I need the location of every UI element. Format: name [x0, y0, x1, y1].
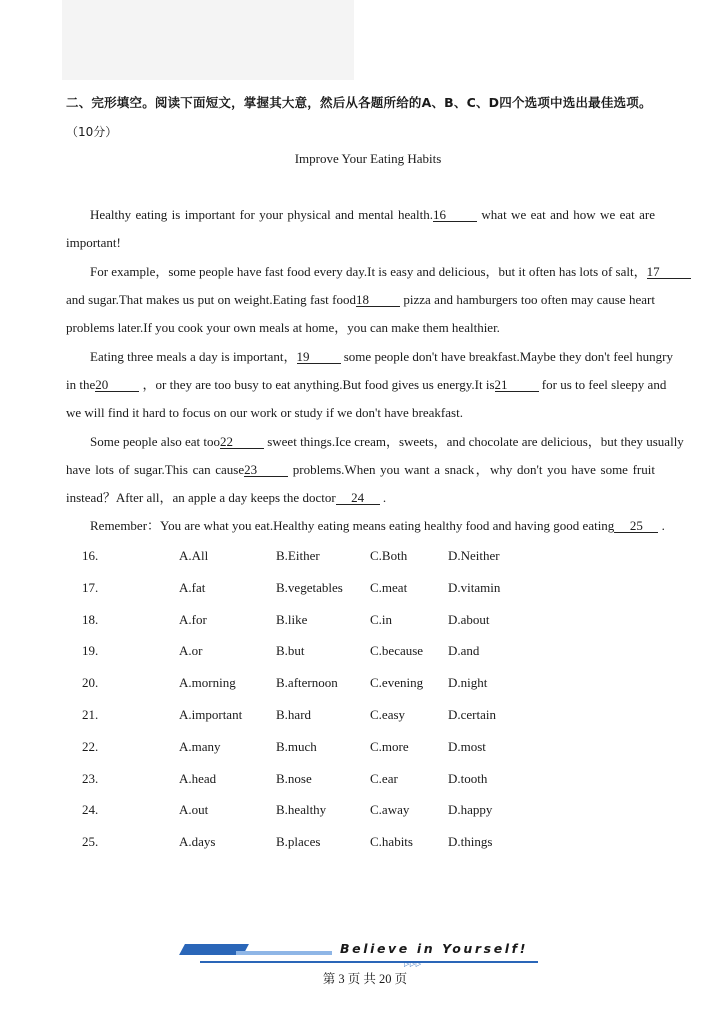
footer-band-light — [236, 951, 332, 955]
option-a: A.many — [179, 738, 221, 754]
passage-text: . — [379, 490, 387, 505]
option-a: A.morning — [179, 675, 236, 691]
option-b: B.but — [276, 643, 305, 659]
passage-line — [90, 207, 655, 223]
blank-20: 20 — [95, 378, 139, 392]
question-number: 17. — [82, 579, 99, 595]
scan-smudge — [62, 0, 354, 80]
section-score: （10分） — [66, 125, 118, 139]
passage-text: what we eat and how we eat are — [477, 207, 655, 222]
blank-23: 23 — [244, 463, 288, 477]
blank-22: 22 — [220, 435, 264, 449]
passage-text: have lots of sugar.This can cause — [66, 462, 245, 477]
option-b: B.Either — [276, 548, 320, 563]
passage-title: Improve Your Eating Habits — [294, 151, 442, 166]
question-number: 22. — [82, 738, 99, 754]
question-number: 21. — [82, 707, 99, 722]
passage-text: pizza and hamburgers too often may cause heart — [399, 292, 655, 307]
option-d: D.tooth — [448, 770, 488, 786]
option-d: D.Neither — [448, 548, 500, 563]
option-b: B.nose — [276, 770, 312, 786]
option-d: D.about — [448, 611, 490, 627]
passage-line — [66, 235, 121, 251]
passage-text: Some people also eat too — [90, 434, 220, 449]
option-d: D.and — [448, 643, 480, 659]
option-a: A.days — [179, 834, 216, 850]
option-d: D.happy — [448, 802, 493, 818]
option-d: D.most — [448, 738, 486, 754]
passage-text: ，or they are too busy to eat anything.But food gives us energy.It is — [139, 377, 495, 392]
blank-16: 16 — [433, 208, 477, 222]
blank-21: 21 — [495, 378, 539, 392]
option-b: B.places — [276, 834, 321, 850]
question-number: 16. — [82, 548, 99, 563]
passage-line — [66, 320, 500, 336]
option-d: D.certain — [448, 707, 497, 722]
passage-line — [66, 462, 655, 478]
blank-25: 25 — [614, 519, 658, 533]
footer-rule — [200, 961, 538, 963]
option-d: D.night — [448, 675, 488, 691]
passage-text: problems later.If you cook your own meals at home，you can make them healthier. — [66, 320, 500, 335]
passage-text: Eating three meals a day is important， — [90, 349, 297, 364]
passage-text: sweet things.Ice cream，sweets，and chocolate are delicious，but they usually — [263, 434, 684, 449]
option-c: C.more — [370, 738, 409, 754]
option-c: C.habits — [370, 834, 413, 850]
option-c: C.away — [370, 802, 410, 818]
option-c: C.easy — [370, 707, 406, 722]
option-c: C.Both — [370, 548, 408, 563]
option-c: C.because — [370, 643, 424, 659]
passage-line — [66, 405, 463, 421]
option-a: A.All — [179, 548, 209, 563]
blank-24: 24 — [336, 491, 380, 505]
option-d: D.vitamin — [448, 579, 501, 595]
question-number: 20. — [82, 675, 99, 691]
option-b: B.like — [276, 611, 308, 627]
option-a: A.fat — [179, 579, 206, 595]
question-number: 19. — [82, 643, 99, 659]
page-number: 第 3 页 共 20 页 — [322, 972, 408, 986]
option-a: A.head — [179, 770, 217, 786]
blank-18: 18 — [356, 293, 400, 307]
footer-slogan: Believe in Yourself! — [340, 941, 528, 956]
passage-text: Healthy eating is important for your physical and mental health. — [90, 207, 434, 222]
option-a: A.or — [179, 643, 203, 659]
question-number: 25. — [82, 834, 99, 850]
option-a: A.important — [179, 707, 243, 722]
question-number: 23. — [82, 770, 99, 786]
question-number: 18. — [82, 611, 99, 627]
option-b: B.afternoon — [276, 675, 338, 691]
option-c: C.ear — [370, 770, 398, 786]
option-a: A.out — [179, 802, 209, 818]
passage-line — [90, 518, 665, 534]
passage-line — [90, 264, 660, 280]
passage-line — [66, 292, 655, 308]
passage-text: Remember：You are what you eat.Healthy eating means eating healthy food and having good eating — [90, 518, 615, 533]
passage-line — [90, 434, 684, 450]
passage-text: problems.When you want a snack，why don't you have some fruit — [288, 462, 655, 477]
passage-text: instead？After all，an apple a day keeps the doctor — [66, 490, 336, 505]
passage-text: For example，some people have fast food every day.It is easy and delicious，but it often has lots of salt， — [90, 264, 647, 279]
option-b: B.healthy — [276, 802, 327, 818]
option-b: B.vegetables — [276, 579, 343, 595]
question-number: 24. — [82, 802, 99, 818]
section-heading: 二、完形填空。阅读下面短文，掌握其大意，然后从各题所给的A、B、C、D四个选项中选出最佳选项。 — [66, 95, 652, 110]
footer-arrows-icon: ▷▷▷ — [404, 960, 422, 968]
passage-text: we will find it hard to focus on our work or study if we don't have breakfast. — [66, 405, 463, 420]
passage-line — [66, 490, 386, 506]
passage-text: in the — [66, 377, 96, 392]
passage-text: important! — [66, 235, 121, 250]
option-a: A.for — [179, 611, 207, 627]
passage-text: some people don't have breakfast.Maybe they don't feel hungry — [340, 349, 673, 364]
option-c: C.meat — [370, 579, 408, 595]
passage-line — [66, 377, 667, 393]
blank-17: 17 — [647, 265, 691, 279]
passage-text: and sugar.That makes us put on weight.Eating fast food — [66, 292, 356, 307]
passage-line — [90, 349, 673, 365]
option-c: C.in — [370, 611, 393, 627]
option-c: C.evening — [370, 675, 424, 691]
option-d: D.things — [448, 834, 493, 850]
passage-text: for us to feel sleepy and — [538, 377, 667, 392]
option-b: B.much — [276, 738, 317, 754]
option-b: B.hard — [276, 707, 312, 722]
blank-19: 19 — [297, 350, 341, 364]
passage-text: . — [658, 518, 665, 533]
